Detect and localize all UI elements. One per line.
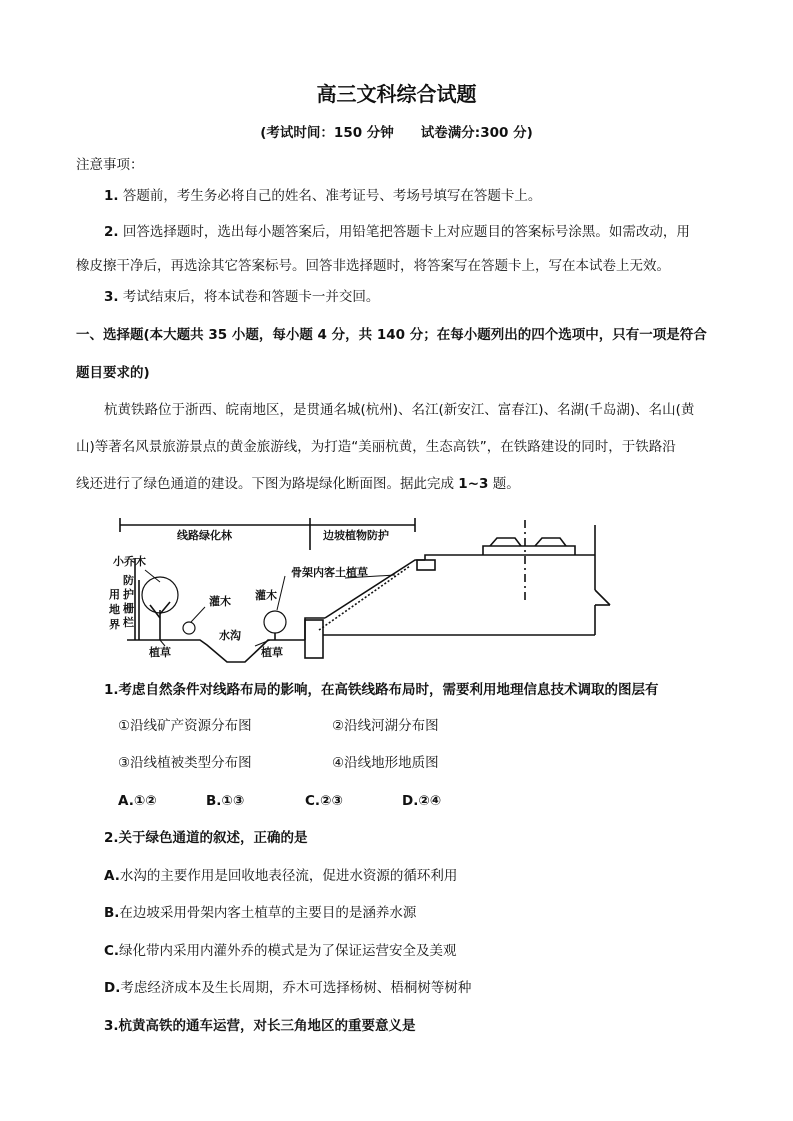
diagram-label-forest: 线路绿化林 xyxy=(177,529,232,542)
q2-option-d-text: 考虑经济成本及生长周期，乔木可选择杨树、梧桐树等树种 xyxy=(120,980,472,996)
q2-option-a xyxy=(104,867,457,885)
passage-line1: 杭黄铁路位于浙西、皖南地区，是贯通名城(杭州)、名江(新安江、富春江)、名湖(千岛湖)、名山(黄 xyxy=(104,402,695,418)
note-1-text: 答题前，考生务必将自己的姓名、准考证号、考场号填写在答题卡上。 xyxy=(118,188,542,204)
q2-option-b-letter: B. xyxy=(104,905,120,921)
diagram-label-slope: 边坡植物防护 xyxy=(323,529,389,542)
note-3-text: 考试结束后，将本试卷和答题卡一并交回。 xyxy=(118,289,380,305)
q2-option-b-text: 在边坡采用骨架内客土植草的主要目的是涵养水源 xyxy=(119,905,417,921)
note-3-num: 3. xyxy=(104,289,119,305)
q2-option-c-letter: C. xyxy=(104,943,120,959)
q1-stem: 1.考虑自然条件对线路布局的影响，在高铁线路布局时，需要利用地理信息技术调取的图层有 xyxy=(104,682,659,698)
q2-option-c xyxy=(104,942,457,960)
page-title: 高三文科综合试题 xyxy=(316,82,477,106)
q1-item-2: ②沿线河湖分布图 xyxy=(332,718,439,734)
q2-option-b xyxy=(104,904,416,922)
q2-option-c-text: 绿化带内采用内灌外乔的模式是为了保证运营安全及美观 xyxy=(119,943,457,959)
q1-option-d: D.②④ xyxy=(402,793,442,809)
diagram-label-fence-1: 防 xyxy=(123,574,134,587)
note-2-num: 2. xyxy=(104,224,119,240)
diagram-label-tree: 小乔木 xyxy=(113,555,146,568)
diagram-label-shrub-2: 灌木 xyxy=(255,589,277,602)
passage-line3-a: 线还进行了绿色通道的建设。下图为路堤绿化断面图。据此完成 xyxy=(76,476,459,492)
exam-info: (考试时间：150 分钟 试卷满分:300 分) xyxy=(260,125,533,141)
note-1 xyxy=(104,187,541,205)
q1-option-c: C.②③ xyxy=(305,793,343,809)
passage-line3 xyxy=(76,475,520,493)
note-1-num: 1. xyxy=(104,188,119,204)
diagram-label-ditch: 水沟 xyxy=(219,629,241,642)
diagram-label-shrub-1: 灌木 xyxy=(209,595,231,608)
q2-stem: 2.关于绿色通道的叙述，正确的是 xyxy=(104,830,308,846)
note-2-text: 回答选择题时，选出每小题答案后，用铅笔把答题卡上对应题目的答案标号涂黑。如需改动，用 xyxy=(118,224,690,240)
q1-option-b: B.①③ xyxy=(206,793,245,809)
notes-heading: 注意事项： xyxy=(76,157,144,173)
section-heading-line1: 一、选择题(本大题共 35 小题，每小题 4 分，共 140 分；在每小题列出的四个选项中，只有一项是符合 xyxy=(76,327,707,343)
q1-item-1: ①沿线矿产资源分布图 xyxy=(118,718,252,734)
diagram-label-land-1: 用 xyxy=(109,588,120,601)
q1-item-3: ③沿线植被类型分布图 xyxy=(118,755,252,771)
note-3 xyxy=(104,288,379,306)
q3-stem: 3.杭黄高铁的通车运营，对长三角地区的重要意义是 xyxy=(104,1018,416,1034)
passage-line3-c: 题。 xyxy=(488,476,520,492)
note-2-line1 xyxy=(104,223,690,241)
embankment-diagram xyxy=(105,510,620,665)
note-2-line2: 橡皮擦干净后，再选涂其它答案标号。回答非选择题时，将答案写在答题卡上，写在本试卷上无效。 xyxy=(76,258,670,274)
section-heading-line2: 题目要求的) xyxy=(76,365,150,381)
diagram-label-land-2: 地 xyxy=(109,603,120,616)
q1-item-4: ④沿线地形地质图 xyxy=(332,755,439,771)
diagram-label-fence-4: 栏 xyxy=(123,616,134,629)
q2-option-a-letter: A. xyxy=(104,868,120,884)
diagram-label-grass-1: 植草 xyxy=(149,646,171,659)
diagram-label-land-3: 界 xyxy=(109,618,120,631)
diagram-label-frame: 骨架内客土植草 xyxy=(291,566,368,579)
passage-line2: 山)等著名风景旅游景点的黄金旅游线，为打造“美丽杭黄，生态高铁”，在铁路建设的同时，于铁路沿 xyxy=(76,439,676,455)
diagram-label-grass-2: 植草 xyxy=(261,646,283,659)
diagram-label-fence-3: 栅 xyxy=(123,602,134,615)
q2-option-d xyxy=(104,979,471,997)
passage-range: 1~3 xyxy=(458,476,489,492)
q2-option-d-letter: D. xyxy=(104,980,121,996)
q1-option-a: A.①② xyxy=(118,793,157,809)
q2-option-a-text: 水沟的主要作用是回收地表径流，促进水资源的循环利用 xyxy=(119,868,458,884)
diagram-label-fence-2: 护 xyxy=(123,588,134,601)
